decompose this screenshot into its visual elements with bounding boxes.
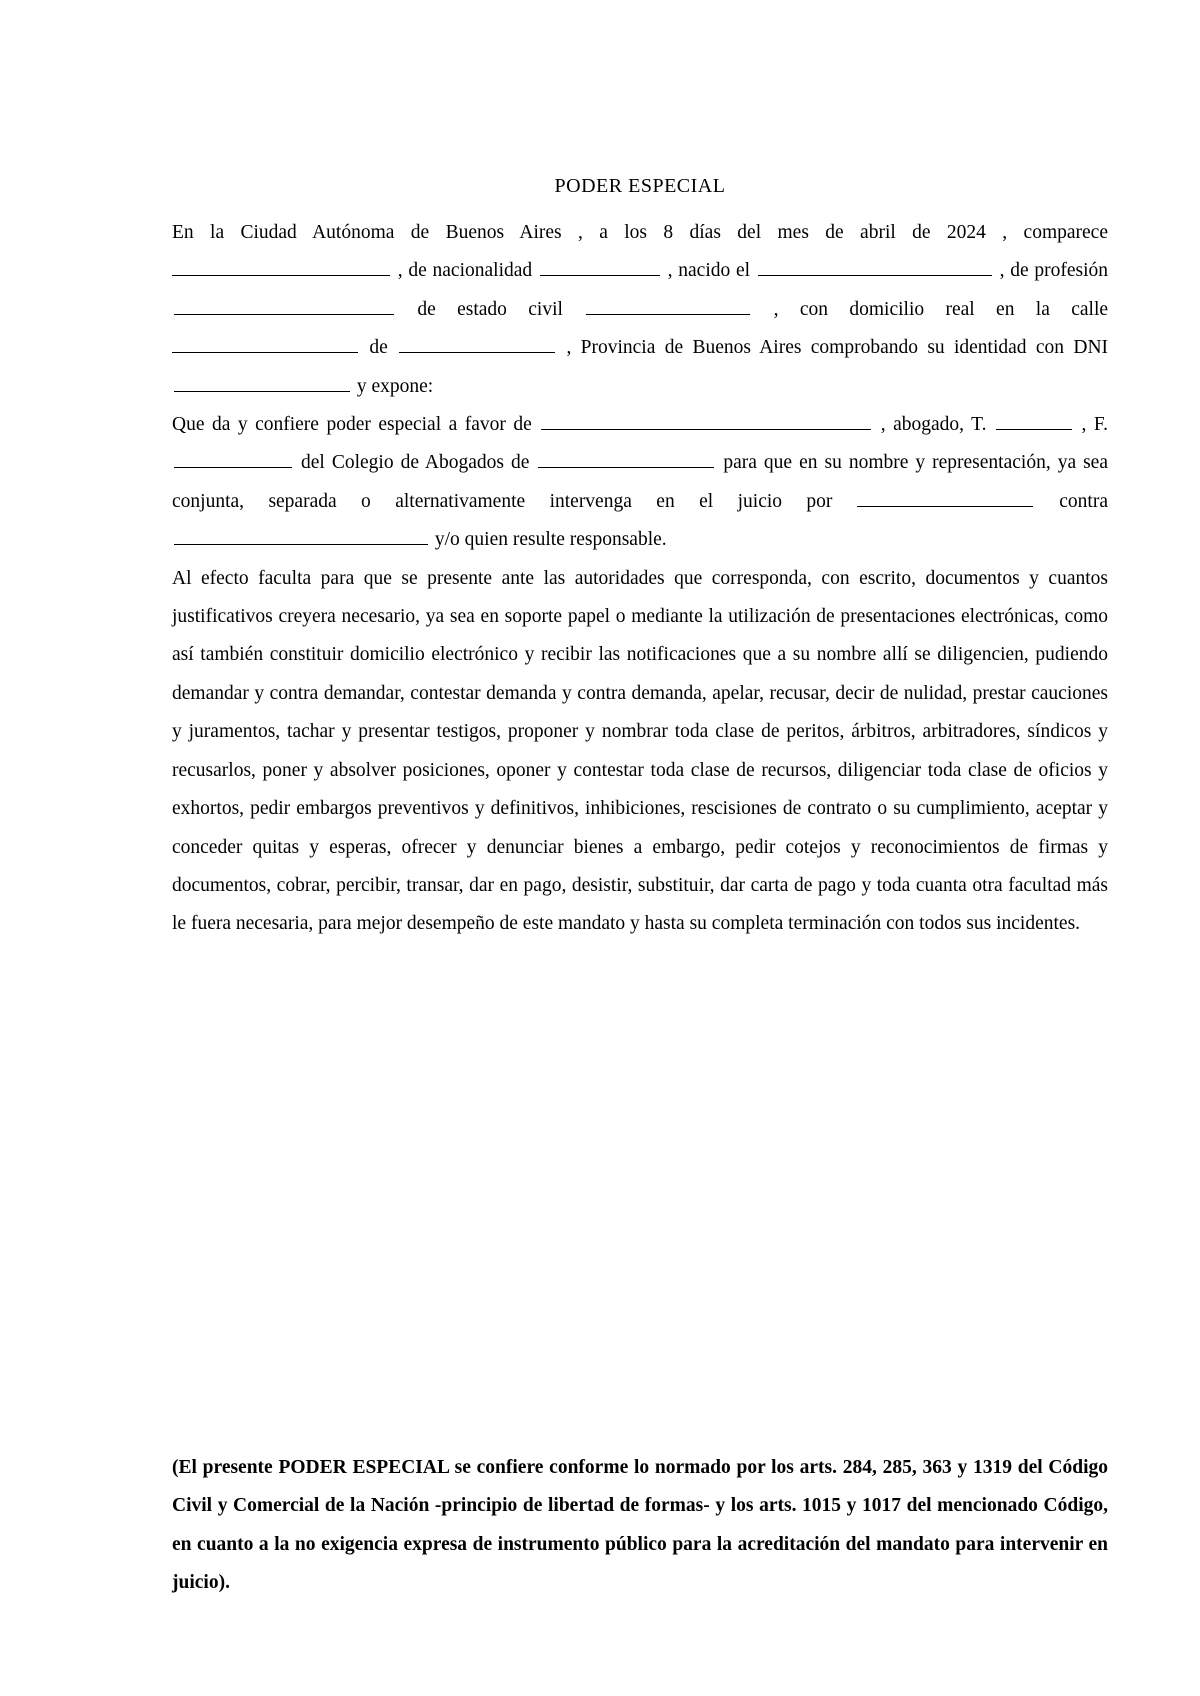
text-segment: contra: [1059, 490, 1109, 512]
blank-localidad: [399, 332, 555, 353]
blank-nombre: [172, 255, 390, 276]
blank-estado-civil: [586, 294, 750, 315]
text-segment: , abogado, T.: [880, 414, 987, 436]
text-segment: Que da y confiere poder especial a favor de: [172, 414, 532, 436]
text-segment: para que en su nombre y representación, ya sea conjunta, separada o alternativamente intervenga en el juicio por: [172, 452, 1108, 512]
blank-dni: [174, 371, 350, 392]
legal-footnote: (El presente PODER ESPECIAL se confiere conforme lo normado por los arts. 284, 285, 363 y 1319 del Código Civil y Comercial de la Nación -principio de libertad de formas- y los arts. 1015 y 1017 del mencionado Código, en cuanto a la no exigencia expresa de instrumento público para la acreditación del mandato para intervenir en juicio).: [172, 1457, 1108, 1594]
text-segment: , nacido el: [667, 260, 751, 282]
comparecencia-paragraph: [172, 214, 1108, 406]
blank-nacionalidad: [540, 255, 660, 276]
blank-fecha-nacimiento: [758, 255, 992, 276]
blank-abogado: [541, 409, 871, 430]
text-segment: , de profesión: [999, 260, 1109, 282]
blank-calle: [172, 332, 358, 353]
blank-demandado: [174, 524, 428, 545]
document-body: [172, 172, 1108, 944]
text-segment: de estado civil: [417, 298, 563, 320]
blank-folio: [174, 447, 292, 468]
text-segment: , Provincia de Buenos Aires comprobando su identidad con DNI: [566, 337, 1109, 359]
text-segment: En la Ciudad Autónoma de Buenos Aires , a los 8 días del mes de abril de 2024 , comparece: [172, 222, 1108, 243]
text-segment: y expone:: [356, 375, 434, 397]
text-segment: y/o quien resulte responsable.: [434, 529, 667, 551]
text-segment: , F.: [1081, 414, 1109, 436]
text-segment: , con domicilio real en la calle: [773, 298, 1109, 320]
blank-tomo: [996, 409, 1072, 430]
text-segment: , de nacionalidad: [397, 260, 533, 282]
blank-colegio: [538, 447, 714, 468]
document-title: PODER ESPECIAL: [554, 175, 726, 197]
text-segment: del Colegio de Abogados de: [301, 452, 530, 474]
facultades-paragraph: Al efecto faculta para que se presente ante las autoridades que corresponda, con escrito, documentos y cuantos justificativos creyera necesario, ya sea en soporte papel o mediante la utilización de presentaciones electrónicas, como así también constituir domicilio electrónico y recibir las notificaciones que a su nombre allí se diligencien, pudiendo demandar y contra demandar, contestar demanda y contra demanda, apelar, recusar, decir de nulidad, prestar cauciones y juramentos, tachar y presentar testigos, proponer y nombrar toda clase de peritos, árbitros, arbitradores, síndicos y recusarlos, poner y absolver posiciones, oponer y contestar toda clase de recursos, diligenciar toda clase de oficios y exhortos, pedir embargos preventivos y definitivos, inhibiciones, rescisiones de contrato o su cumplimiento, aceptar y conceder quitas y esperas, ofrecer y denunciar bienes a embargo, pedir cotejos y reconocimientos de firmas y documentos, cobrar, percibir, transar, dar en pago, desistir, substituir, dar carta de pago y toda cuanta otra facultad más le fuera necesaria, para mejor desempeño de este mandato y hasta su completa terminación con todos sus incidentes.: [172, 567, 1108, 935]
blank-profesion: [174, 294, 394, 315]
poder-paragraph: [172, 406, 1108, 560]
text-segment: de: [369, 337, 388, 359]
blank-actor: [857, 486, 1033, 507]
